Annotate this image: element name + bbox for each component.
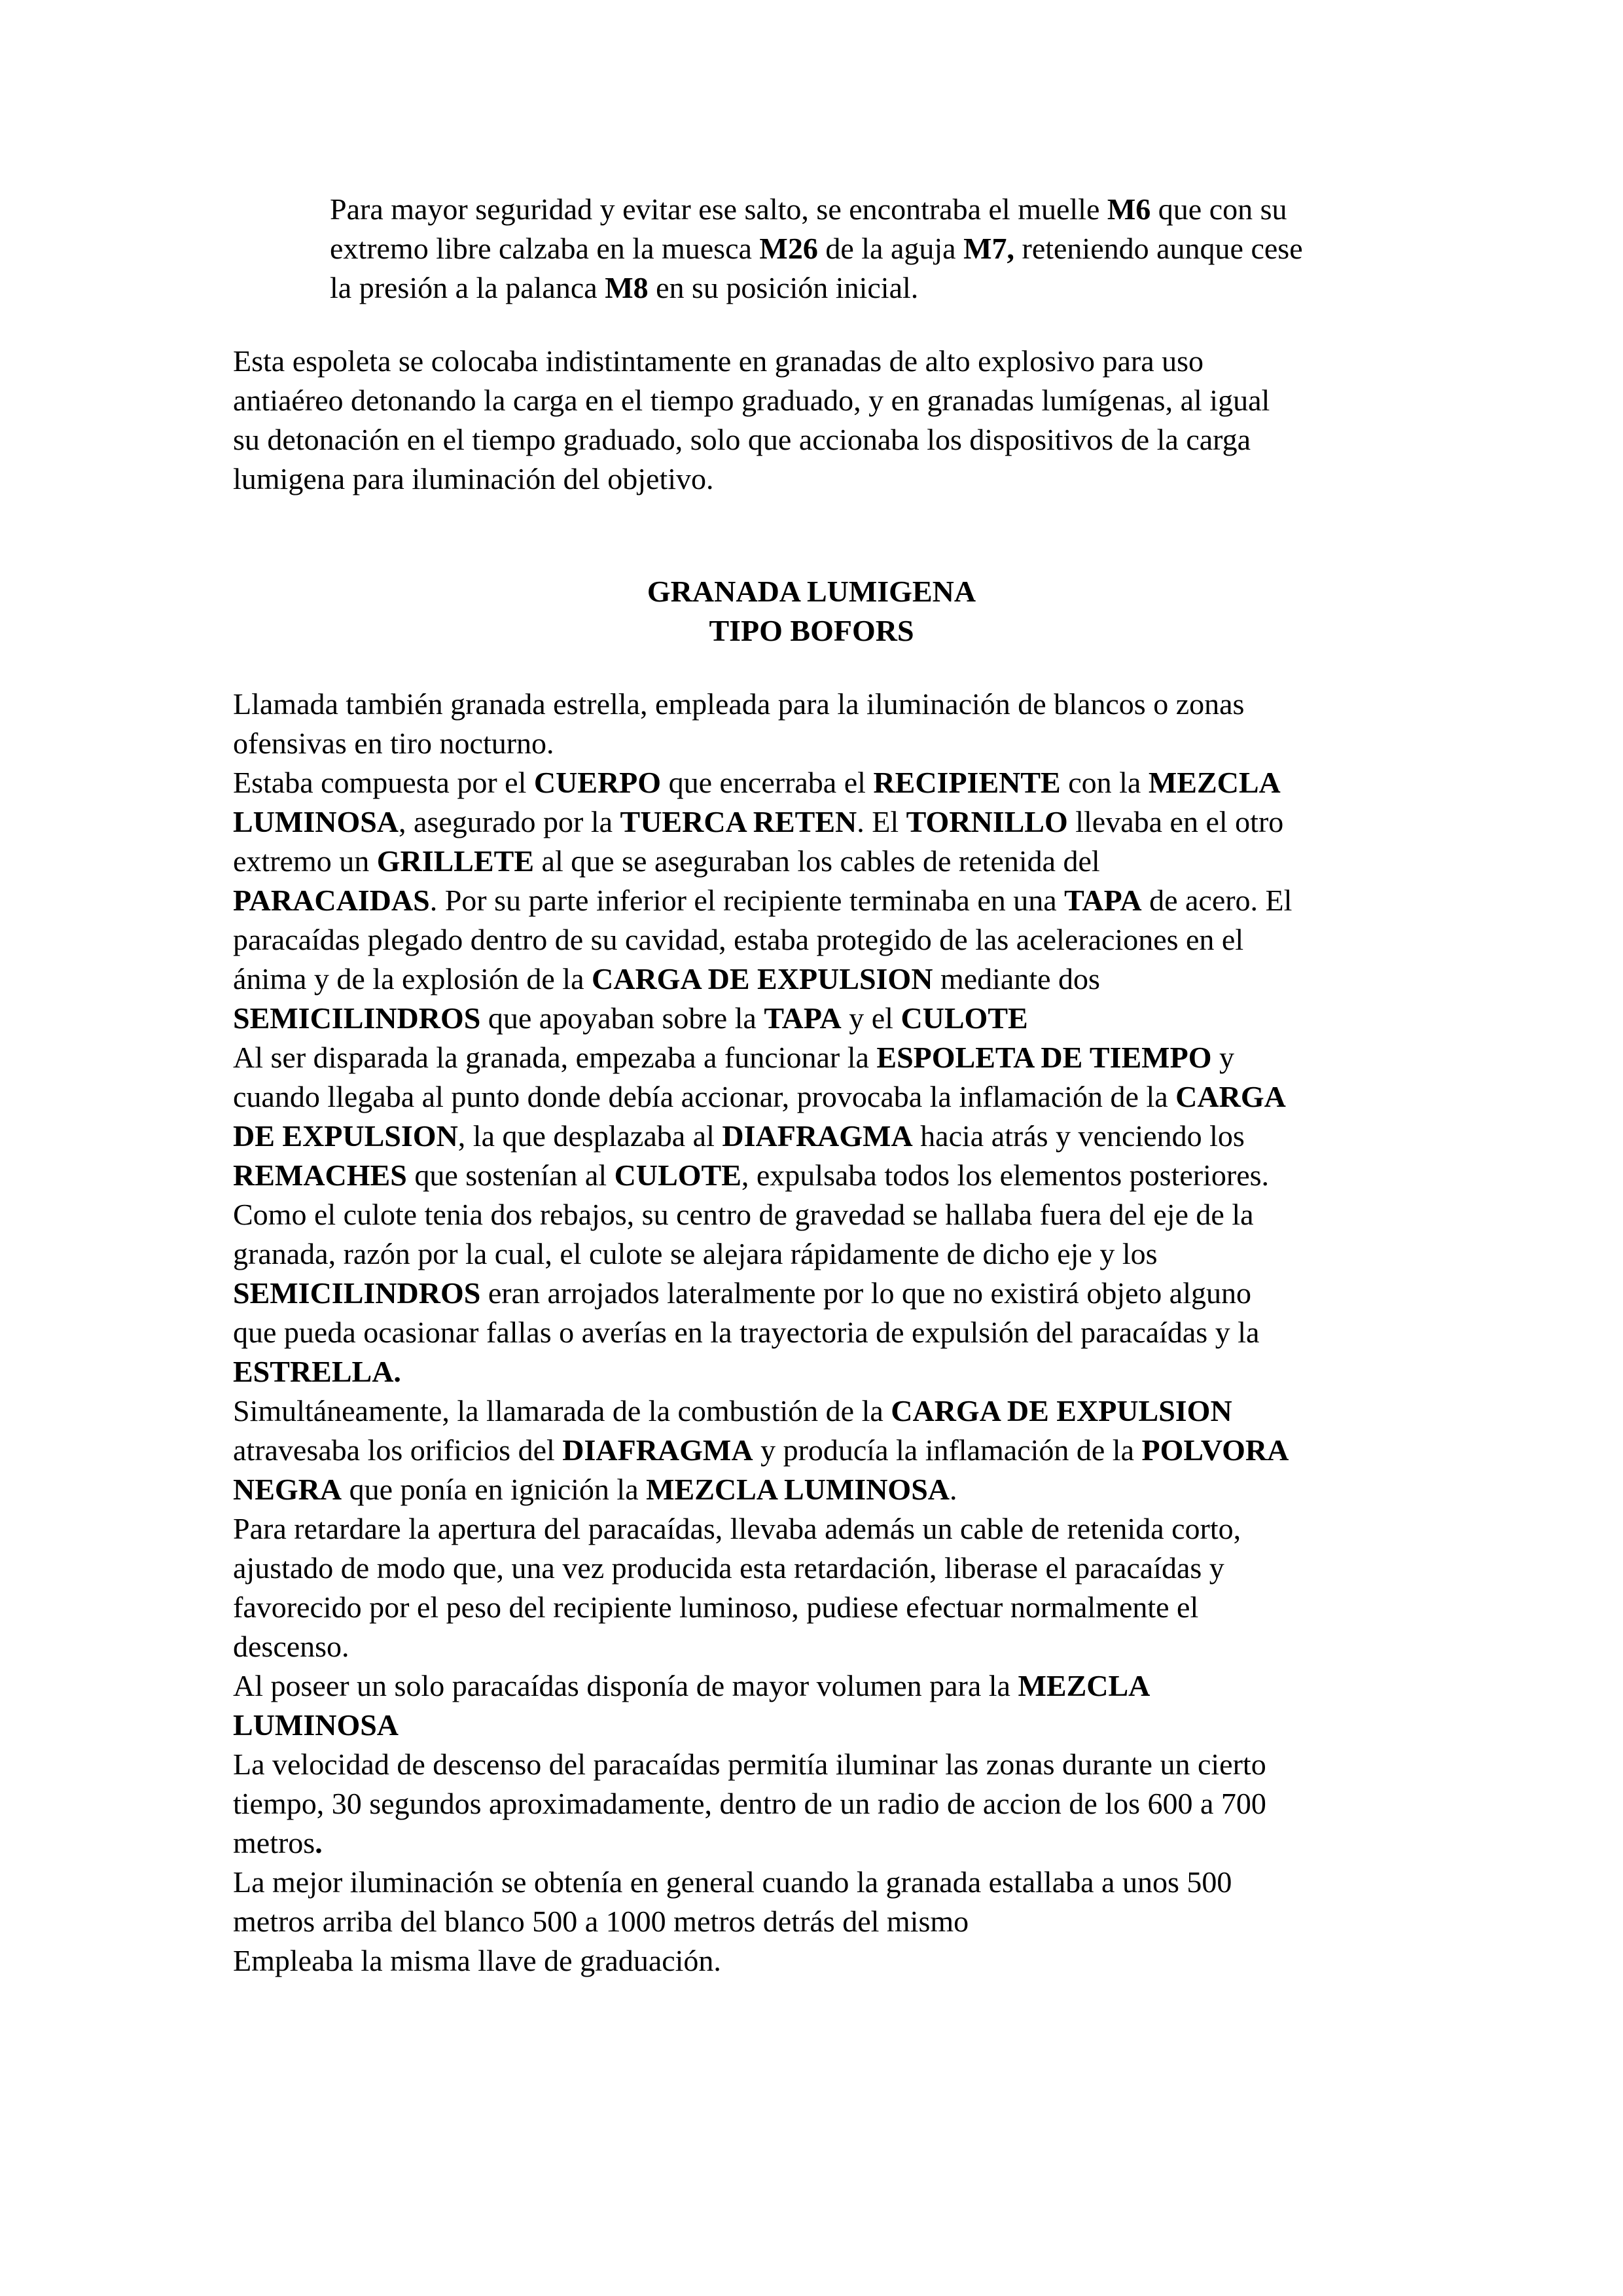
text-line: extremo un GRILLETE al que se aseguraban los cables de retenida del: [233, 844, 1100, 878]
text-line: tiempo, 30 segundos aproximadamente, dentro de un radio de accion de los 600 a 700: [233, 1787, 1266, 1820]
text-line: Estaba compuesta por el CUERPO que encerraba el RECIPIENTE con la MEZCLA: [233, 766, 1281, 799]
text-line: cuando llegaba al punto donde debía accionar, provocaba la inflamación de la CARGA: [233, 1080, 1286, 1113]
text-line: Esta espoleta se colocaba indistintamente en granadas de alto explosivo para uso: [233, 344, 1204, 378]
text-line: antiaéreo detonando la carga en el tiempo graduado, y en granadas lumígenas, al igual: [233, 384, 1270, 417]
text-line: ánima y de la explosión de la CARGA DE EXPULSION mediante dos: [233, 962, 1100, 996]
text-line: La mejor iluminación se obtenía en general cuando la granada estallaba a unos 500: [233, 1865, 1232, 1899]
text-line: metros arriba del blanco 500 a 1000 metros detrás del mismo: [233, 1905, 969, 1938]
text-line: lumigena para iluminación del objetivo.: [233, 462, 714, 495]
text-line: Al poseer un solo paracaídas disponía de mayor volumen para la MEZCLA: [233, 1669, 1150, 1702]
text-line: SEMICILINDROS que apoyaban sobre la TAPA y el CULOTE: [233, 1001, 1028, 1035]
text-line: Empleaba la misma llave de graduación.: [233, 1944, 721, 1977]
text-line: favorecido por el peso del recipiente luminoso, pudiese efectuar normalmente el: [233, 1590, 1199, 1624]
text-line: La velocidad de descenso del paracaídas permitía iluminar las zonas durante un cierto: [233, 1748, 1266, 1781]
text-line: su detonación en el tiempo graduado, solo que accionaba los dispositivos de la carga: [233, 423, 1251, 456]
section-heading-subtitle: TIPO BOFORS: [709, 614, 914, 647]
text-line: Para mayor seguridad y evitar ese salto, se encontraba el muelle M6 que con su: [330, 192, 1287, 226]
espoleta-paragraph: [233, 342, 1270, 499]
body-text: [233, 685, 1292, 1981]
text-line: descenso.: [233, 1630, 349, 1663]
text-line: Para retardare la apertura del paracaídas, llevaba además un cable de retenida corto,: [233, 1512, 1241, 1545]
text-line: la presión a la palanca M8 en su posición inicial.: [330, 271, 919, 304]
text-line: paracaídas plegado dentro de su cavidad, estaba protegido de las aceleraciones en el: [233, 923, 1244, 956]
text-line: Al ser disparada la granada, empezaba a funcionar la ESPOLETA DE TIEMPO y: [233, 1041, 1234, 1074]
text-line: NEGRA que ponía en ignición la MEZCLA LUMINOSA.: [233, 1473, 957, 1506]
text-line: granada, razón por la cual, el culote se alejara rápidamente de dicho eje y los: [233, 1237, 1158, 1270]
text-line: ESTRELLA.: [233, 1355, 401, 1388]
text-line: LUMINOSA, asegurado por la TUERCA RETEN. El TORNILLO llevaba en el otro: [233, 805, 1284, 838]
text-line: atravesaba los orificios del DIAFRAGMA y producía la inflamación de la POLVORA: [233, 1433, 1289, 1467]
text-line: SEMICILINDROS eran arrojados lateralmente por lo que no existirá objeto alguno: [233, 1276, 1252, 1310]
text-line: PARACAIDAS. Por su parte inferior el recipiente terminaba en una TAPA de acero. El: [233, 884, 1293, 917]
section-heading-title: GRANADA LUMIGENA: [647, 575, 976, 608]
text-line: Simultáneamente, la llamarada de la combustión de la CARGA DE EXPULSION: [233, 1394, 1232, 1427]
text-line: Llamada también granada estrella, empleada para la iluminación de blancos o zonas: [233, 687, 1245, 721]
intro-paragraph: [330, 190, 1303, 308]
text-line: LUMINOSA: [233, 1708, 399, 1742]
text-line: Como el culote tenia dos rebajos, su centro de gravedad se hallaba fuera del eje de la: [233, 1198, 1254, 1231]
text-line: DE EXPULSION, la que desplazaba al DIAFRAGMA hacia atrás y venciendo los: [233, 1119, 1245, 1153]
text-line: que pueda ocasionar fallas o averías en la trayectoria de expulsión del paracaídas y la: [233, 1316, 1260, 1349]
text-line: REMACHES que sostenían al CULOTE, expulsaba todos los elementos posteriores.: [233, 1158, 1270, 1192]
text-line: metros.: [233, 1826, 323, 1859]
text-line: ajustado de modo que, una vez producida esta retardación, liberase el paracaídas y: [233, 1551, 1224, 1585]
text-line: extremo libre calzaba en la muesca M26 de la aguja M7, reteniendo aunque cese: [330, 232, 1303, 265]
text-line: ofensivas en tiro nocturno.: [233, 726, 554, 760]
